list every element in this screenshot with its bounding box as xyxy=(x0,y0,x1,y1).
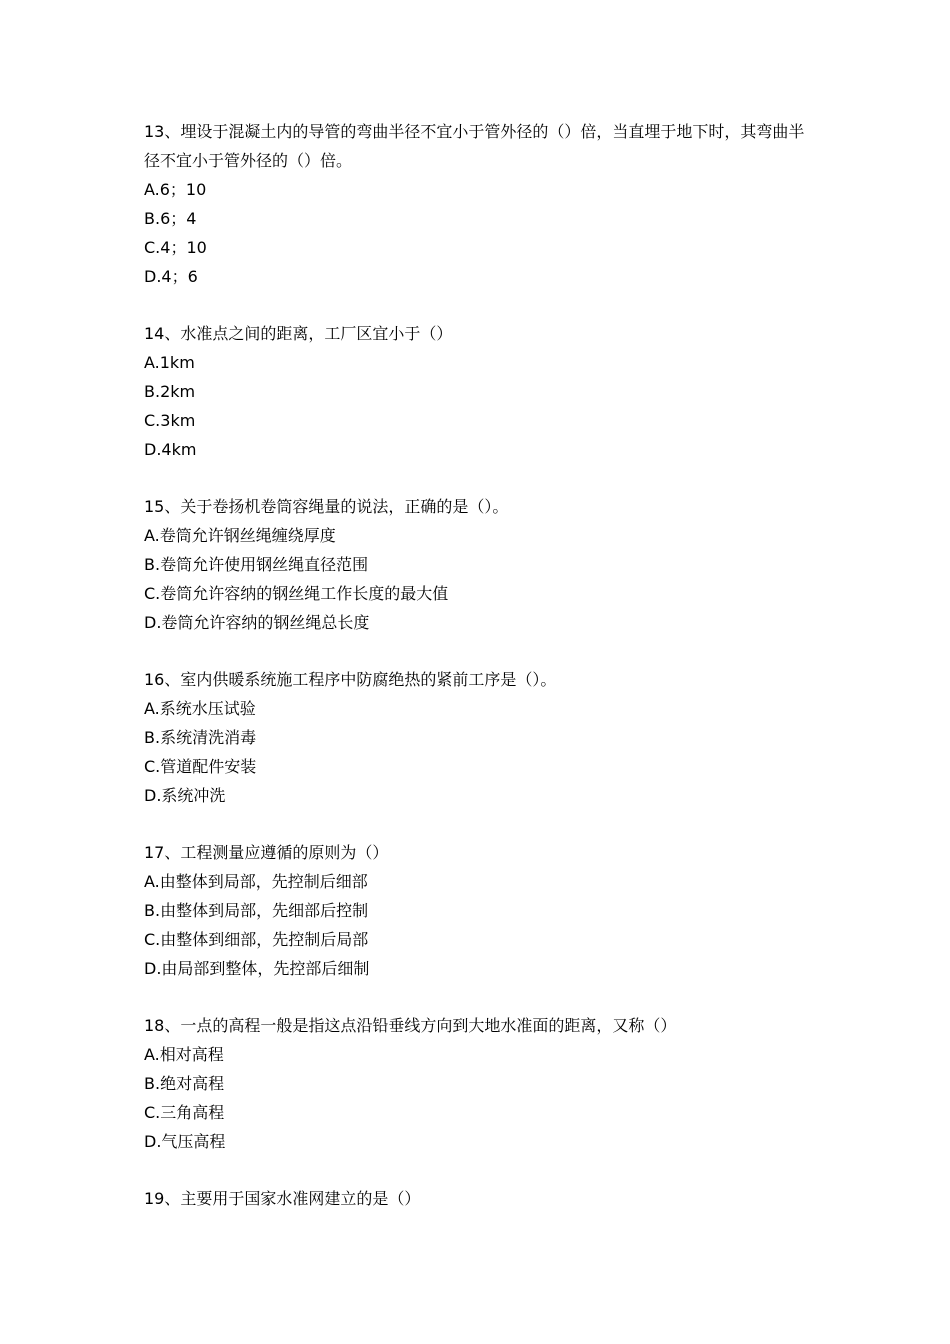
option-a: A.由整体到局部，先控制后细部 xyxy=(144,872,368,891)
question-stem: 19、主要用于国家水准网建立的是（） xyxy=(144,1189,421,1208)
question-stem: 17、工程测量应遵循的原则为（） xyxy=(144,843,389,862)
question-13 xyxy=(144,117,814,291)
option-c: C.卷筒允许容纳的钢丝绳工作长度的最大值 xyxy=(144,584,449,603)
option-d: D.由局部到整体，先控部后细制 xyxy=(144,959,370,978)
option-d: D.气压高程 xyxy=(144,1132,226,1151)
option-a: A.卷筒允许钢丝绳缠绕厚度 xyxy=(144,526,336,545)
option-c: C.管道配件安装 xyxy=(144,757,257,776)
option-d: D.4km xyxy=(144,440,197,459)
question-17 xyxy=(144,838,814,983)
option-a: A.相对高程 xyxy=(144,1045,224,1064)
question-stem: 13、埋设于混凝土内的导管的弯曲半径不宜小于管外径的（）倍，当直埋于地下时，其弯曲半径不宜小于管外径的（）倍。 xyxy=(144,122,805,170)
option-b: B.6；4 xyxy=(144,209,197,228)
option-b: B.卷筒允许使用钢丝绳直径范围 xyxy=(144,555,369,574)
question-stem: 18、一点的高程一般是指这点沿铅垂线方向到大地水准面的距离，又称（） xyxy=(144,1016,677,1035)
option-b: B.绝对高程 xyxy=(144,1074,225,1093)
question-14 xyxy=(144,319,814,464)
question-stem: 14、水准点之间的距离，工厂区宜小于（） xyxy=(144,324,453,343)
question-15 xyxy=(144,492,814,637)
option-a: A.系统水压试验 xyxy=(144,699,256,718)
question-stem: 16、室内供暖系统施工程序中防腐绝热的紧前工序是（）。 xyxy=(144,670,557,689)
option-b: B.由整体到局部，先细部后控制 xyxy=(144,901,369,920)
question-stem: 15、关于卷扬机卷筒容绳量的说法，正确的是（）。 xyxy=(144,497,509,516)
option-d: D.系统冲洗 xyxy=(144,786,226,805)
option-b: B.系统清洗消毒 xyxy=(144,728,257,747)
question-18 xyxy=(144,1011,814,1156)
option-d: D.卷筒允许容纳的钢丝绳总长度 xyxy=(144,613,370,632)
question-16 xyxy=(144,665,814,810)
option-d: D.4；6 xyxy=(144,267,198,286)
option-c: C.4；10 xyxy=(144,238,207,257)
question-list xyxy=(144,117,814,1241)
option-a: A.1km xyxy=(144,353,195,372)
option-b: B.2km xyxy=(144,382,196,401)
option-c: C.三角高程 xyxy=(144,1103,225,1122)
option-c: C.由整体到细部，先控制后局部 xyxy=(144,930,369,949)
question-19 xyxy=(144,1184,814,1213)
option-c: C.3km xyxy=(144,411,196,430)
option-a: A.6；10 xyxy=(144,180,207,199)
